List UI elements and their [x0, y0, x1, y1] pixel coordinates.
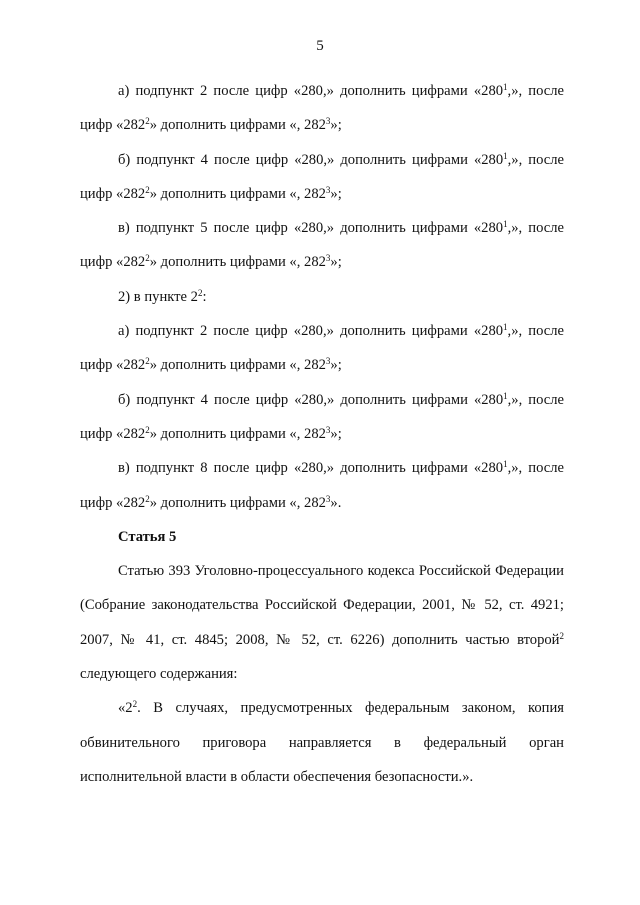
text-run: 2) в пункте 2: [118, 288, 198, 305]
text-run: в) подпункт 8 после цифр «280,» дополнить цифрами «280: [118, 460, 504, 477]
superscript-index: 1: [503, 322, 508, 333]
text-run: ,», после цифр «282: [80, 391, 564, 442]
text-run: » дополнить цифрами «, 282: [149, 425, 326, 442]
text-run: ,», после цифр «282: [80, 220, 564, 271]
paragraph-point-2-2-subitem-8: [80, 451, 564, 520]
text-run: в) подпункт 5 после цифр «280,» дополнить цифрами «280: [118, 220, 504, 237]
superscript-index: 3: [325, 424, 331, 435]
text-run: » дополнить цифрами «, 282: [149, 117, 326, 134]
superscript-index: 3: [325, 356, 331, 367]
paragraph-point-2-2-subitem-2: [80, 314, 564, 383]
superscript-index: 3: [325, 493, 331, 504]
text-run: »;: [330, 254, 342, 271]
text-run: »;: [330, 425, 342, 442]
text-run: ».: [330, 494, 342, 511]
superscript-index: 3: [325, 184, 331, 195]
text-run: . В случаях, предусмотренных федеральным законом, копия обвинительного приговора направляется в федеральный орган исполнительной власти в области обеспечения безопасности.».: [80, 700, 564, 785]
text-run: » дополнить цифрами «, 282: [149, 254, 326, 271]
text-run: »;: [330, 357, 342, 374]
superscript-index: 2: [145, 493, 150, 504]
text-run: а) подпункт 2 после цифр «280,» дополнить цифрами «280: [118, 323, 504, 340]
superscript-index: 2: [145, 116, 150, 127]
document-body: [80, 74, 564, 794]
paragraph-part-2-2-text: [80, 691, 564, 794]
superscript-index: 3: [325, 253, 331, 264]
superscript-index: 2: [559, 630, 564, 641]
paragraph-article-393-amendment: [80, 554, 564, 691]
text-run: ,», после цифр «282: [80, 460, 564, 511]
superscript-index: 1: [503, 459, 508, 470]
superscript-index: 2: [197, 287, 203, 298]
superscript-index: 1: [503, 219, 508, 230]
superscript-index: 1: [503, 150, 508, 161]
paragraph-point-2-2-subitem-4: [80, 383, 564, 452]
text-run: »;: [330, 117, 342, 134]
text-run: «2: [118, 700, 133, 717]
text-run: следующего содержания:: [80, 666, 238, 683]
text-run: ,», после цифр «282: [80, 83, 565, 134]
text-run: б) подпункт 4 после цифр «280,» дополнить цифрами «280: [118, 391, 504, 408]
text-run: » дополнить цифрами «, 282: [149, 185, 326, 202]
superscript-index: 1: [503, 82, 508, 92]
superscript-index: 3: [325, 116, 331, 127]
text-run: ,», после цифр «282: [80, 323, 565, 374]
text-run: » дополнить цифрами «, 282: [149, 494, 326, 511]
text-run: а) подпункт 2 после цифр «280,» дополнить цифрами «280: [118, 83, 504, 99]
superscript-index: 2: [145, 184, 150, 195]
article-5-heading: [80, 520, 564, 554]
paragraph-amend-subitem-2: [80, 74, 564, 143]
superscript-index: 2: [145, 356, 150, 367]
superscript-index: 1: [503, 390, 508, 401]
page-number: 5: [316, 38, 324, 54]
text-run: Статья 5: [118, 528, 177, 545]
paragraph-amend-subitem-4: [80, 143, 564, 212]
text-run: ,», после цифр «282: [80, 151, 564, 202]
paragraph-amend-subitem-5: [80, 211, 564, 280]
text-run: » дополнить цифрами «, 282: [149, 357, 326, 374]
superscript-index: 2: [145, 424, 150, 435]
text-run: :: [202, 288, 207, 305]
paragraph-point-2-2: [80, 280, 564, 314]
superscript-index: 2: [145, 253, 150, 264]
text-run: Статью 393 Уголовно-процессуального кодекса Российской Федерации (Собрание законодательства Российской Федерации, 2001, № 52, ст. 4921; 2007, № 41, ст. 4845; 2008, № 52, ст. 6226) дополнить частью второй: [80, 563, 564, 648]
text-run: б) подпункт 4 после цифр «280,» дополнить цифрами «280: [118, 151, 504, 168]
superscript-index: 2: [132, 699, 138, 710]
text-run: »;: [330, 185, 342, 202]
